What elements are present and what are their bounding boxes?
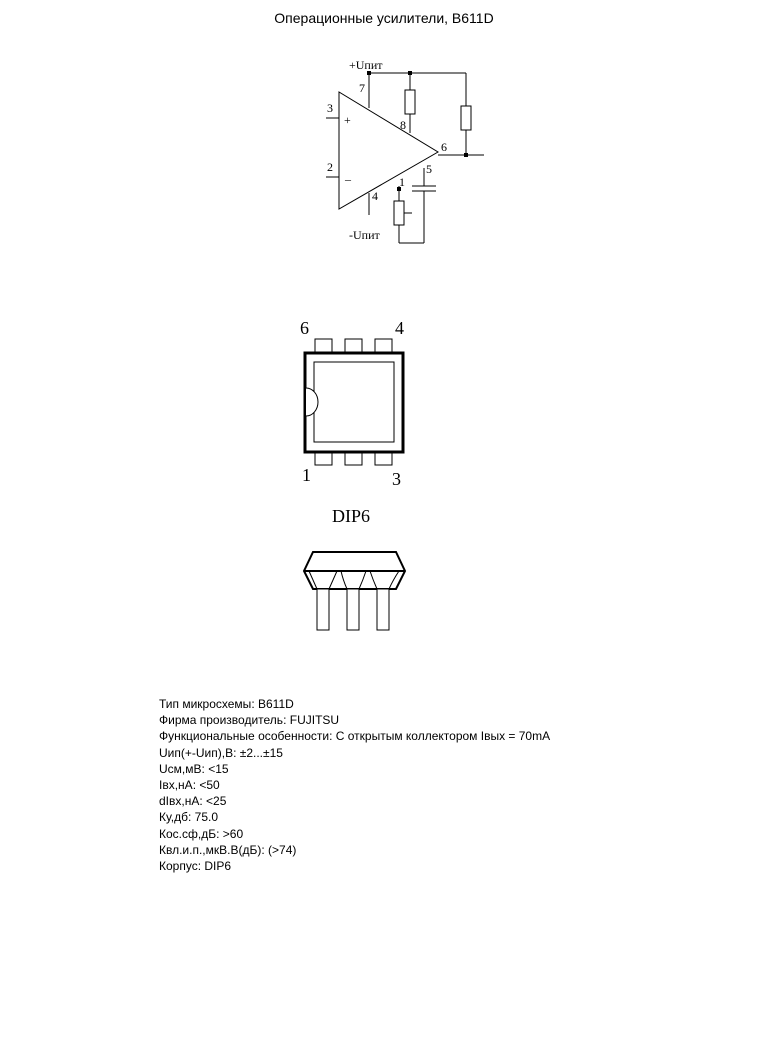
resistor-load [461, 106, 471, 130]
pin-tab [375, 339, 392, 352]
resistor-r8 [405, 90, 415, 114]
pin-top-left-label: 6 [300, 318, 309, 338]
side-lead [347, 589, 359, 630]
spec-row: Функциональные особенности: С открытым коллектором Iвых = 70mA [159, 729, 551, 744]
page-title: Операционные усилители, B611D [274, 10, 494, 26]
package-name: DIP6 [332, 506, 371, 526]
pin-label-5: 5 [426, 162, 432, 176]
minus-sign: – [345, 172, 351, 186]
spec-row: Uип(+-Uип),В: ±2...±15 [159, 745, 283, 760]
pin-label-8: 8 [400, 118, 406, 132]
pin-top-right-label: 4 [395, 318, 404, 338]
side-lead [377, 589, 389, 630]
junction-dots [367, 71, 468, 191]
pin-label-2: 2 [327, 160, 333, 174]
opamp-schematic [326, 73, 484, 243]
pin-tab [315, 452, 332, 465]
pin-tab [375, 452, 392, 465]
package-side-view [304, 552, 405, 630]
pin-label-7: 7 [359, 81, 365, 95]
spec-list [159, 696, 550, 874]
pin-bottom-left-label: 1 [302, 465, 311, 485]
spec-row: Тип микросхемы: B611D [159, 697, 294, 711]
vplus-label: +Uпит [349, 58, 383, 72]
pin-label-6: 6 [441, 140, 447, 154]
spec-row: Корпус: DIP6 [159, 859, 232, 874]
pin-bottom-right-label: 3 [392, 469, 401, 489]
spec-row: Квл.и.п.,мкВ.В(дБ): (>74) [159, 842, 297, 857]
spec-row: Uсм,мВ: <15 [159, 761, 229, 776]
package-top-view [300, 318, 404, 526]
spec-row: Iвх,нА: <50 [159, 778, 220, 793]
pin-label-4: 4 [372, 189, 378, 203]
pin-label-1: 1 [399, 175, 405, 189]
spec-row: Ку,дб: 75.0 [159, 810, 219, 825]
pin-label-3: 3 [327, 101, 333, 115]
spec-row: dIвх,нА: <25 [159, 794, 227, 809]
package-inner [314, 362, 394, 442]
vminus-label: -Uпит [349, 228, 380, 242]
pin-tab [345, 452, 362, 465]
side-lead [317, 589, 329, 630]
spec-row: Фирма производитель: FUJITSU [159, 713, 340, 728]
pin-tab [345, 339, 362, 352]
spec-row: Кос.сф,дБ: >60 [159, 826, 244, 841]
resistor-trim [394, 201, 404, 225]
plus-sign: + [344, 113, 351, 127]
pin-tab [315, 339, 332, 352]
